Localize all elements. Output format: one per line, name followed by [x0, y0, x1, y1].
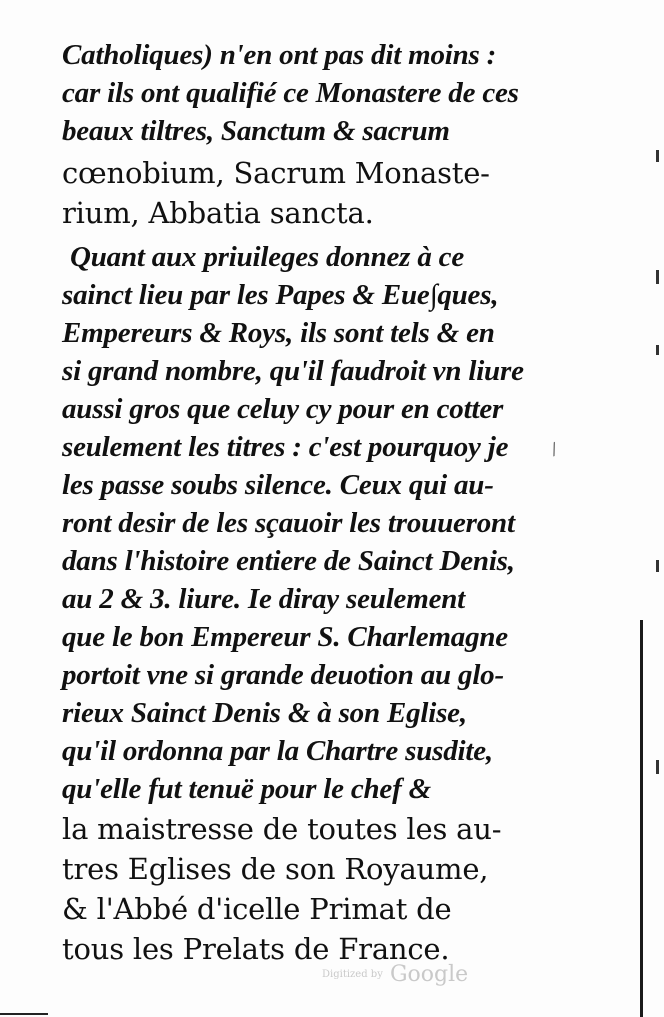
text-line-7: sainct lieu par les Papes & Eue∫ques, [62, 279, 499, 311]
bottom-edge-rule [0, 1013, 48, 1015]
text-line-21: la maistresse de toutes les au- [62, 812, 502, 846]
watermark-logo: Google [389, 962, 469, 987]
text-line-5: rium, Abbatia sancta. [62, 196, 374, 230]
watermark-prefix: Digitized by [322, 969, 383, 980]
edge-speck [656, 560, 659, 572]
text-line-23: & l'Abbé d'icelle Primat de [62, 892, 452, 926]
edge-speck [656, 760, 659, 774]
text-line-3: beaux tiltres, Sanctum & sacrum [62, 115, 450, 147]
text-line-8: Empereurs & Roys, ils sont tels & en [62, 317, 495, 349]
text-line-16: que le bon Empereur S. Charlemagne [62, 621, 508, 653]
text-line-14: dans l'histoire entiere de Sainct Denis, [62, 545, 515, 577]
edge-speck [656, 345, 659, 355]
text-line-13: ront desir de les sçauoir les trouueront [62, 507, 515, 539]
edge-speck [656, 150, 659, 162]
text-line-20: qu'elle fut tenuë pour le chef & [62, 773, 431, 805]
text-line-9: si grand nombre, qu'il faudroit vn liure [62, 355, 524, 387]
text-line-15: au 2 & 3. liure. Ie diray seulement [62, 583, 466, 615]
digitized-watermark [322, 962, 468, 987]
edge-speck [656, 270, 659, 284]
text-line-18: rieux Sainct Denis & à son Eglise, [62, 697, 467, 729]
ink-mark: ⁄ [548, 440, 561, 459]
text-line-12: les passe soubs silence. Ceux qui au- [62, 469, 494, 501]
text-line-2: car ils ont qualifié ce Monastere de ces [62, 77, 519, 109]
text-line-11: seulement les titres : c'est pourquoy je [62, 431, 509, 463]
text-line-4: cœnobium, Sacrum Monaste- [62, 156, 490, 190]
text-line-19: qu'il ordonna par la Chartre susdite, [62, 735, 493, 767]
text-line-6: Quant aux priuileges donnez à ce [70, 241, 465, 273]
text-line-1: Catholiques) n'en ont pas dit moins : [62, 39, 497, 71]
text-line-17: portoit vne si grande deuotion au glo- [62, 659, 504, 691]
text-line-10: aussi gros que celuy cy pour en cotter [62, 393, 504, 425]
page-edge-rule [640, 620, 643, 1017]
text-line-24: tous les Prelats de France. [62, 932, 450, 966]
text-line-22: tres Eglises de son Royaume, [62, 852, 489, 886]
